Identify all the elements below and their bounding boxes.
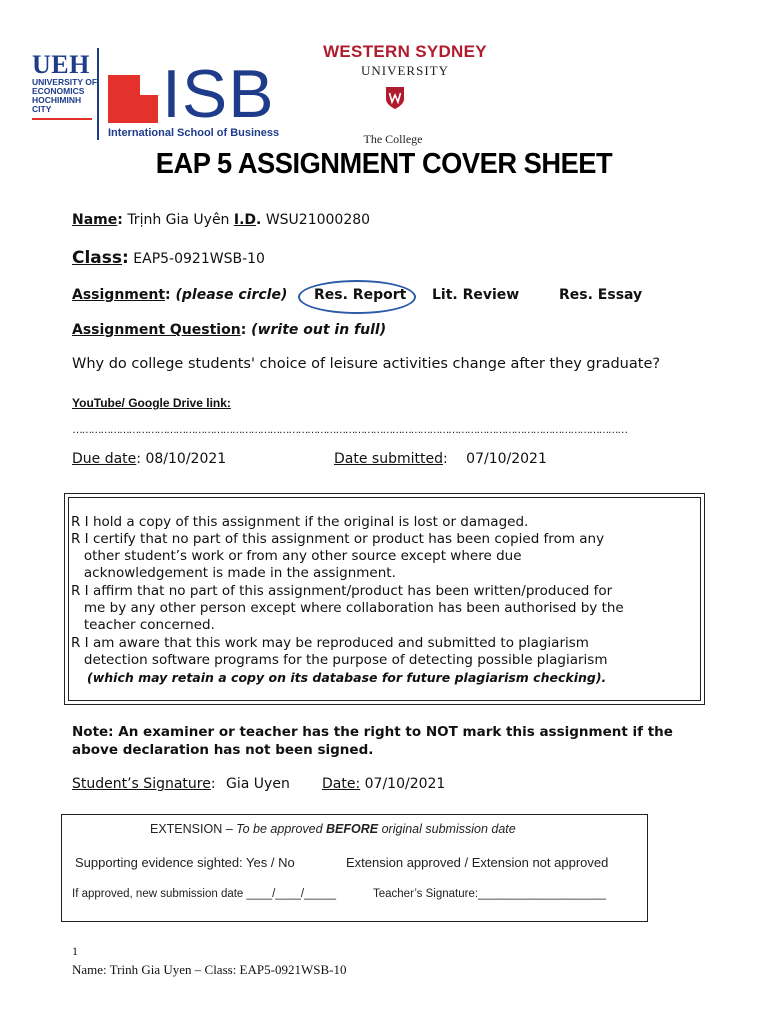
signature-row: Student’s Signature: Gia Uyen (72, 776, 290, 792)
assignment-hint: (please circle) (175, 287, 288, 303)
link-row: YouTube/ Google Drive link: (72, 396, 231, 410)
wsu-logo-university: UNIVERSITY (361, 63, 449, 78)
ueh-logo-mark: UEH (32, 50, 90, 79)
extension-heading-italic: To be approved (236, 822, 327, 836)
id-value: WSU21000280 (265, 212, 371, 228)
isb-logo-mark: ISB (162, 56, 275, 132)
assignment-row: Assignment: (please circle) (72, 287, 288, 303)
declaration-line: R I affirm that no part of this assignment/product has been written/produced for (71, 583, 613, 599)
class-row: Class: EAP5-0921WSB-10 (72, 248, 265, 268)
extension-approval: Extension approved / Extension not approved (346, 855, 609, 870)
name-label: Name (72, 212, 118, 228)
declaration-line: other student’s work or from any other source except where due (71, 548, 522, 564)
extension-heading-before: BEFORE (326, 822, 379, 836)
signature-date-value: 07/10/2021 (364, 776, 446, 792)
due-date-row: Due date: 08/10/2021 (72, 451, 227, 467)
signature-date-row (322, 776, 445, 792)
class-value: EAP5-0921WSB-10 (133, 251, 265, 267)
logo-divider (97, 48, 99, 140)
link-label: YouTube/ Google Drive link (72, 396, 227, 410)
wsu-logo-college: The College (363, 132, 423, 146)
note-line-1: Note: An examiner or teacher has the right to NOT mark this assignment if the (72, 724, 673, 740)
ueh-logo-underline (32, 118, 92, 120)
class-label: Class (72, 248, 123, 268)
declaration-line: me by any other person except where collaboration has been authorised by the (71, 600, 624, 616)
question-text: Why do college students' choice of leisure activities change after they graduate? (72, 356, 661, 372)
extension-heading (150, 822, 516, 836)
extension-new-date: If approved, new submission date ____/____/_____ (72, 888, 337, 900)
submitted-date-label: Date submitted (334, 451, 443, 467)
submitted-date-value: 07/10/2021 (466, 451, 547, 467)
signature-date-label: Date: (322, 776, 361, 792)
signature-label: Student’s Signature (72, 776, 211, 792)
submitted-date-row: Date submitted: 07/10/2021 (334, 451, 547, 467)
ueh-logo (32, 52, 98, 120)
page-title: EAP 5 ASSIGNMENT COVER SHEET (155, 148, 613, 180)
id-label: I.D (233, 212, 257, 228)
name-row: Name: Trịnh Gia Uyên I.D. WSU21000280 (72, 212, 371, 228)
ueh-logo-line-2: ECONOMICS (32, 86, 85, 96)
wsu-shield-icon (385, 86, 405, 110)
option-res-report[interactable]: Res. Report (314, 287, 407, 303)
assignment-label: Assignment (72, 287, 166, 303)
declaration-line: R I certify that no part of this assignment or product has been copied from any (71, 531, 605, 547)
option-lit-review[interactable]: Lit. Review (432, 287, 520, 303)
isb-logo-subtitle: International School of Business (108, 127, 280, 139)
extension-heading-suffix: original submission date (378, 822, 516, 836)
question-hint: (write out in full) (251, 322, 387, 338)
extension-evidence: Supporting evidence sighted: Yes / No (75, 855, 295, 870)
declaration-line: acknowledgement is made in the assignment. (71, 565, 396, 581)
extension-heading-prefix: EXTENSION – (150, 822, 237, 836)
due-date-label: Due date (72, 451, 137, 467)
signature-value: Gia Uyen (226, 776, 290, 792)
ueh-logo-line-3: HOCHIMINH CITY (32, 95, 82, 114)
declaration-line: detection software programs for the purpose of detecting possible plagiarism (71, 652, 608, 668)
option-res-essay[interactable]: Res. Essay (559, 287, 643, 303)
note-line-2: above declaration has not been signed. (72, 742, 374, 758)
page-number: 1 (72, 944, 78, 958)
question-row: Assignment Question: (write out in full) (72, 322, 387, 338)
link-value: …………………………………………………………………………………………………………………………………………………………… (72, 424, 627, 436)
ueh-logo-line-1: UNIVERSITY OF (32, 77, 98, 87)
name-value: Trịnh Gia Uyên (127, 212, 230, 228)
extension-teacher-signature: Teacher’s Signature:____________________ (373, 888, 606, 900)
footer-text: Name: Trinh Gia Uyen – Class: EAP5-0921WSB-10 (72, 962, 347, 977)
declaration-line: R I am aware that this work may be reproduced and submitted to plagiarism (71, 635, 589, 651)
declaration-last-line: (which may retain a copy on its database for future plagiarism checking). (87, 670, 607, 685)
question-label: Assignment Question (72, 322, 241, 338)
declaration-line: teacher concerned. (71, 617, 215, 633)
due-date-value: 08/10/2021 (145, 451, 227, 467)
wsu-logo-title: WESTERN SYDNEY (323, 42, 487, 61)
isb-logo-square-notch (140, 75, 158, 95)
declaration-line: R I hold a copy of this assignment if the original is lost or damaged. (71, 514, 529, 530)
